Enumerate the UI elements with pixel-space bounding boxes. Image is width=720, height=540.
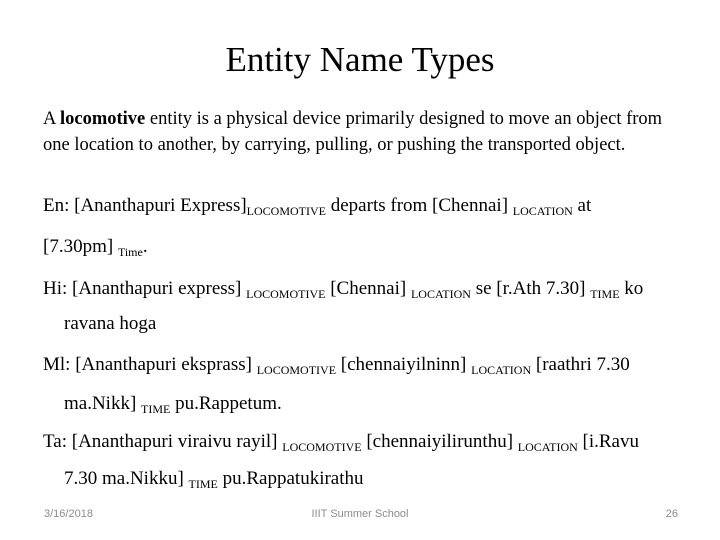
example-hi-line1 <box>43 276 643 303</box>
example-text: ma.Nikk] <box>64 393 142 414</box>
entity-tag: TIME <box>590 287 620 301</box>
example-text: at <box>572 195 592 216</box>
example-text: ko <box>619 278 644 299</box>
example-text: Ml: [Ananthapuri eksprass] <box>43 354 257 375</box>
example-en-line2 <box>43 234 148 261</box>
definition-text: entity is a physical device primarily designed to move an object from one location to another, by carrying, pulling, or pushing the transported object. <box>43 109 663 155</box>
example-text: departs from [Chennai] <box>326 195 513 216</box>
entity-tag: LOCOMOTIVE <box>246 204 326 218</box>
definition-term: locomotive <box>59 109 146 129</box>
example-text: pu.Rappatukirathu <box>217 468 364 489</box>
entity-tag: LOCATION <box>517 440 578 454</box>
example-ml-line2 <box>64 391 282 418</box>
example-text: [chennaiyilirunthu] <box>361 431 518 452</box>
entity-tag: LOCATION <box>471 363 532 377</box>
definition-lead: A <box>43 109 60 129</box>
entity-tag: Time <box>117 245 143 259</box>
example-ta-line2 <box>64 466 364 493</box>
example-hi-line2 <box>64 311 156 337</box>
example-text: [7.30pm] <box>43 236 118 257</box>
footer-center: IIIT Summer School <box>311 508 409 520</box>
entity-tag: LOCOMOTIVE <box>256 363 337 377</box>
entity-tag: LOCOMOTIVE <box>282 440 362 454</box>
footer-date: 3/16/2018 <box>44 508 93 520</box>
example-text: [Chennai] <box>325 278 411 299</box>
example-text: Ta: [Ananthapuri viraivu rayil] <box>43 431 283 452</box>
example-text: Hi: [Ananthapuri express] <box>43 278 247 299</box>
example-text: ravana hoga <box>64 313 157 334</box>
example-text: [raathri 7.30 <box>531 354 630 375</box>
example-ta-line1 <box>43 429 639 456</box>
entity-tag: TIME <box>188 477 218 491</box>
footer-page-number: 26 <box>665 508 678 520</box>
entity-tag: LOCOMOTIVE <box>246 287 326 301</box>
example-text: [i.Ravu <box>577 431 639 452</box>
slide-title: Entity Name Types <box>225 40 495 79</box>
example-text: pu.Rappetum. <box>170 393 282 414</box>
entity-tag: TIME <box>141 402 171 416</box>
entity-tag: LOCATION <box>512 204 573 218</box>
example-text: En: [Ananthapuri Express] <box>43 195 247 216</box>
definition-paragraph <box>43 106 693 158</box>
example-text: se [r.Ath 7.30] <box>470 278 591 299</box>
example-text: . <box>142 236 148 257</box>
example-en-line1 <box>43 193 591 220</box>
example-ml-line1 <box>43 352 630 379</box>
entity-tag: LOCATION <box>410 287 471 301</box>
example-text: [chennaiyilninn] <box>336 354 472 375</box>
example-text: 7.30 ma.Nikku] <box>64 468 189 489</box>
